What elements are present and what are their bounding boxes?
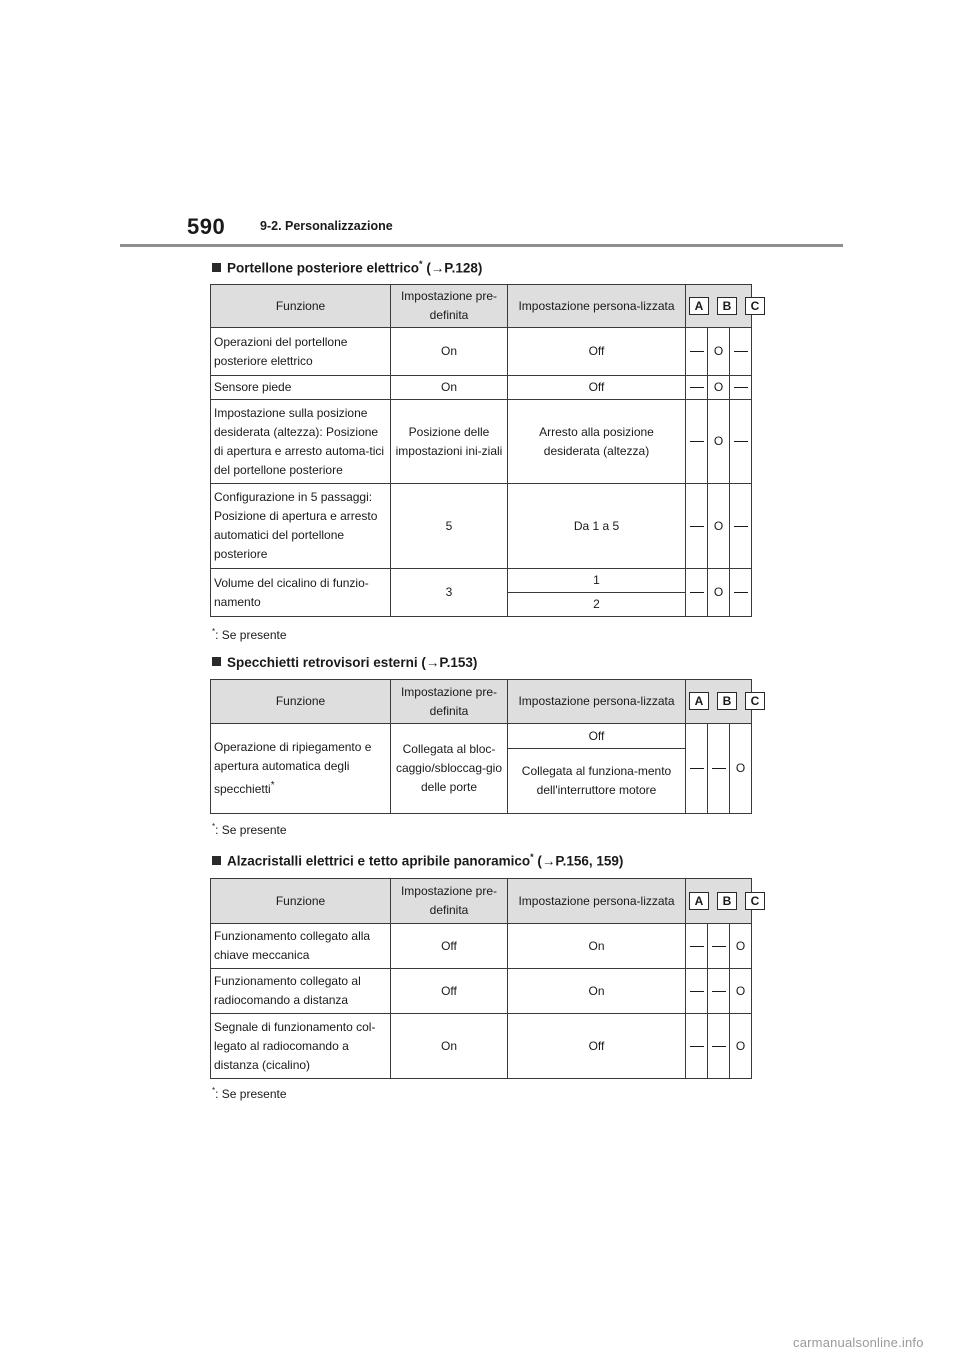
funzione-cell: Funzionamento collegato alla chiave meccanica	[211, 924, 391, 969]
col-funzione: Funzione	[211, 285, 391, 328]
dash-icon	[734, 351, 748, 352]
letter-a-box: A	[689, 892, 709, 910]
col-letters	[686, 680, 760, 724]
person-cell: Off	[508, 1014, 686, 1079]
mark-a-cell	[686, 569, 708, 617]
mark-b-cell: O	[708, 484, 730, 569]
person-cell: Arresto alla posizione desiderata (altezza)	[508, 400, 686, 484]
mark-b-cell: O	[708, 569, 730, 617]
col-personalizzata: Impostazione persona-lizzata	[508, 879, 686, 924]
page-number: 590	[187, 214, 226, 239]
predef-cell: Off	[391, 924, 508, 969]
footnote-star: *	[212, 822, 216, 831]
table-row	[211, 969, 752, 1014]
dash-icon	[690, 526, 704, 527]
table-row	[211, 376, 752, 400]
predef-cell: On	[391, 1014, 508, 1079]
dash-icon	[690, 592, 704, 593]
col-personalizzata: Impostazione persona-lizzata	[508, 285, 686, 328]
mark-a-cell	[686, 400, 708, 484]
footnote-text: : Se presente	[215, 628, 287, 642]
col-letters	[686, 285, 760, 328]
letter-c-box: C	[745, 892, 765, 910]
person-cell: 1	[508, 569, 686, 593]
footnote	[212, 1086, 287, 1101]
person-cell: Off	[508, 328, 686, 376]
mark-a-cell	[686, 924, 708, 969]
funzione-text: Operazione di ripiegamento e apertura automatica degli specchietti	[214, 740, 372, 796]
mark-b-cell: O	[708, 328, 730, 376]
section1-title: Portellone posteriore elettrico	[227, 260, 420, 276]
funzione-cell: Impostazione sulla posizione desiderata (altezza): Posizione di apertura e arresto automa-tici del portellone posteriore	[211, 400, 391, 484]
section3-heading	[212, 852, 623, 869]
predef-cell: 5	[391, 484, 508, 569]
col-predefinita: Impostazione pre-definita	[391, 879, 508, 924]
letter-c-box: C	[745, 692, 765, 710]
mark-c-cell: O	[730, 1014, 752, 1079]
funzione-cell: Volume del cicalino di funzio-namento	[211, 569, 391, 617]
mark-a-cell	[686, 376, 708, 400]
section1-table	[210, 284, 760, 617]
letter-b-box: B	[717, 297, 737, 315]
dash-icon	[734, 592, 748, 593]
footnote	[212, 822, 287, 837]
col-personalizzata: Impostazione persona-lizzata	[508, 680, 686, 724]
letter-a-box: A	[689, 692, 709, 710]
section3-title: Alzacristalli elettrici e tetto apribile panoramico	[227, 853, 531, 869]
section3-table	[210, 878, 760, 1079]
section3-star: *	[530, 852, 534, 862]
mark-c-cell	[730, 400, 752, 484]
footnote	[212, 627, 287, 642]
dash-icon	[734, 526, 748, 527]
dash-icon	[690, 351, 704, 352]
section1-ref: (→P.128)	[422, 260, 483, 276]
table-row	[211, 484, 752, 569]
mark-a-cell	[686, 724, 708, 814]
mark-a-cell	[686, 328, 708, 376]
table-row	[211, 400, 752, 484]
section1-heading	[212, 259, 482, 276]
table-row	[211, 924, 752, 969]
col-letters	[686, 879, 760, 924]
letter-b-box: B	[717, 892, 737, 910]
letter-c-box: C	[745, 297, 765, 315]
mark-b-cell	[708, 969, 730, 1014]
dash-icon	[690, 1046, 704, 1047]
funzione-cell	[211, 724, 391, 814]
table-header-row	[211, 879, 752, 924]
footnote-text: : Se presente	[215, 1087, 287, 1101]
section1-star: *	[419, 259, 423, 269]
funzione-cell: Segnale di funzionamento col-legato al radiocomando a distanza (cicalino)	[211, 1014, 391, 1079]
person-cell: Off	[508, 376, 686, 400]
mark-c-cell	[730, 569, 752, 617]
predef-cell: Off	[391, 969, 508, 1014]
letter-a-box: A	[689, 297, 709, 315]
col-predefinita: Impostazione pre-definita	[391, 680, 508, 724]
funzione-cell: Sensore piede	[211, 376, 391, 400]
mark-c-cell: O	[730, 969, 752, 1014]
mark-c-cell: O	[730, 724, 752, 814]
section-label: 9-2. Personalizzazione	[260, 219, 393, 233]
person-cell: On	[508, 969, 686, 1014]
person-cell: 2	[508, 593, 686, 617]
funzione-cell: Configurazione in 5 passaggi: Posizione di apertura e arresto automatici del portellone posteriore	[211, 484, 391, 569]
person-cell: Off	[508, 724, 686, 749]
footnote-text: : Se presente	[215, 823, 287, 837]
dash-icon	[690, 991, 704, 992]
section2-heading	[212, 655, 477, 670]
col-funzione: Funzione	[211, 680, 391, 724]
table-header-row	[211, 680, 752, 724]
table-header-row	[211, 285, 752, 328]
table-row	[211, 569, 752, 593]
section2-title: Specchietti retrovisori esterni	[227, 655, 418, 670]
section2-ref: (→P.153)	[417, 655, 478, 670]
mark-b-cell	[708, 924, 730, 969]
bullet-square-icon	[212, 263, 221, 272]
predef-cell: 3	[391, 569, 508, 617]
table-row	[211, 328, 752, 376]
mark-a-cell	[686, 1014, 708, 1079]
funzione-star: *	[270, 780, 275, 791]
dash-icon	[734, 441, 748, 442]
dash-icon	[712, 946, 726, 947]
bullet-square-icon	[212, 856, 221, 865]
dash-icon	[690, 441, 704, 442]
col-funzione: Funzione	[211, 879, 391, 924]
section2-table	[210, 679, 760, 814]
predef-cell: Collegata al bloc-caggio/sbloccag-gio delle porte	[391, 724, 508, 814]
dash-icon	[712, 768, 726, 769]
mark-c-cell: O	[730, 924, 752, 969]
bullet-square-icon	[212, 657, 221, 666]
mark-a-cell	[686, 969, 708, 1014]
header-rule	[120, 244, 843, 247]
watermark: carmanualsonline.info	[793, 1335, 924, 1350]
letter-b-box: B	[717, 692, 737, 710]
mark-b-cell	[708, 1014, 730, 1079]
mark-b-cell: O	[708, 376, 730, 400]
mark-c-cell	[730, 376, 752, 400]
predef-cell: On	[391, 328, 508, 376]
predef-cell: On	[391, 376, 508, 400]
table-row	[211, 1014, 752, 1079]
mark-b-cell: O	[708, 400, 730, 484]
footnote-star: *	[212, 1086, 216, 1095]
mark-c-cell	[730, 484, 752, 569]
dash-icon	[712, 1046, 726, 1047]
dash-icon	[690, 946, 704, 947]
dash-icon	[734, 387, 748, 388]
person-cell: Collegata al funziona-mento dell'interruttore motore	[508, 749, 686, 814]
table-row	[211, 724, 752, 749]
dash-icon	[690, 768, 704, 769]
dash-icon	[712, 991, 726, 992]
funzione-cell: Funzionamento collegato al radiocomando a distanza	[211, 969, 391, 1014]
dash-icon	[690, 387, 704, 388]
mark-c-cell	[730, 328, 752, 376]
section3-ref: (→P.156, 159)	[533, 853, 624, 869]
mark-b-cell	[708, 724, 730, 814]
footnote-star: *	[212, 627, 216, 636]
predef-cell: Posizione delle impostazioni ini-ziali	[391, 400, 508, 484]
col-predefinita: Impostazione pre-definita	[391, 285, 508, 328]
funzione-cell: Operazioni del portellone posteriore elettrico	[211, 328, 391, 376]
person-cell: Da 1 a 5	[508, 484, 686, 569]
mark-a-cell	[686, 484, 708, 569]
person-cell: On	[508, 924, 686, 969]
